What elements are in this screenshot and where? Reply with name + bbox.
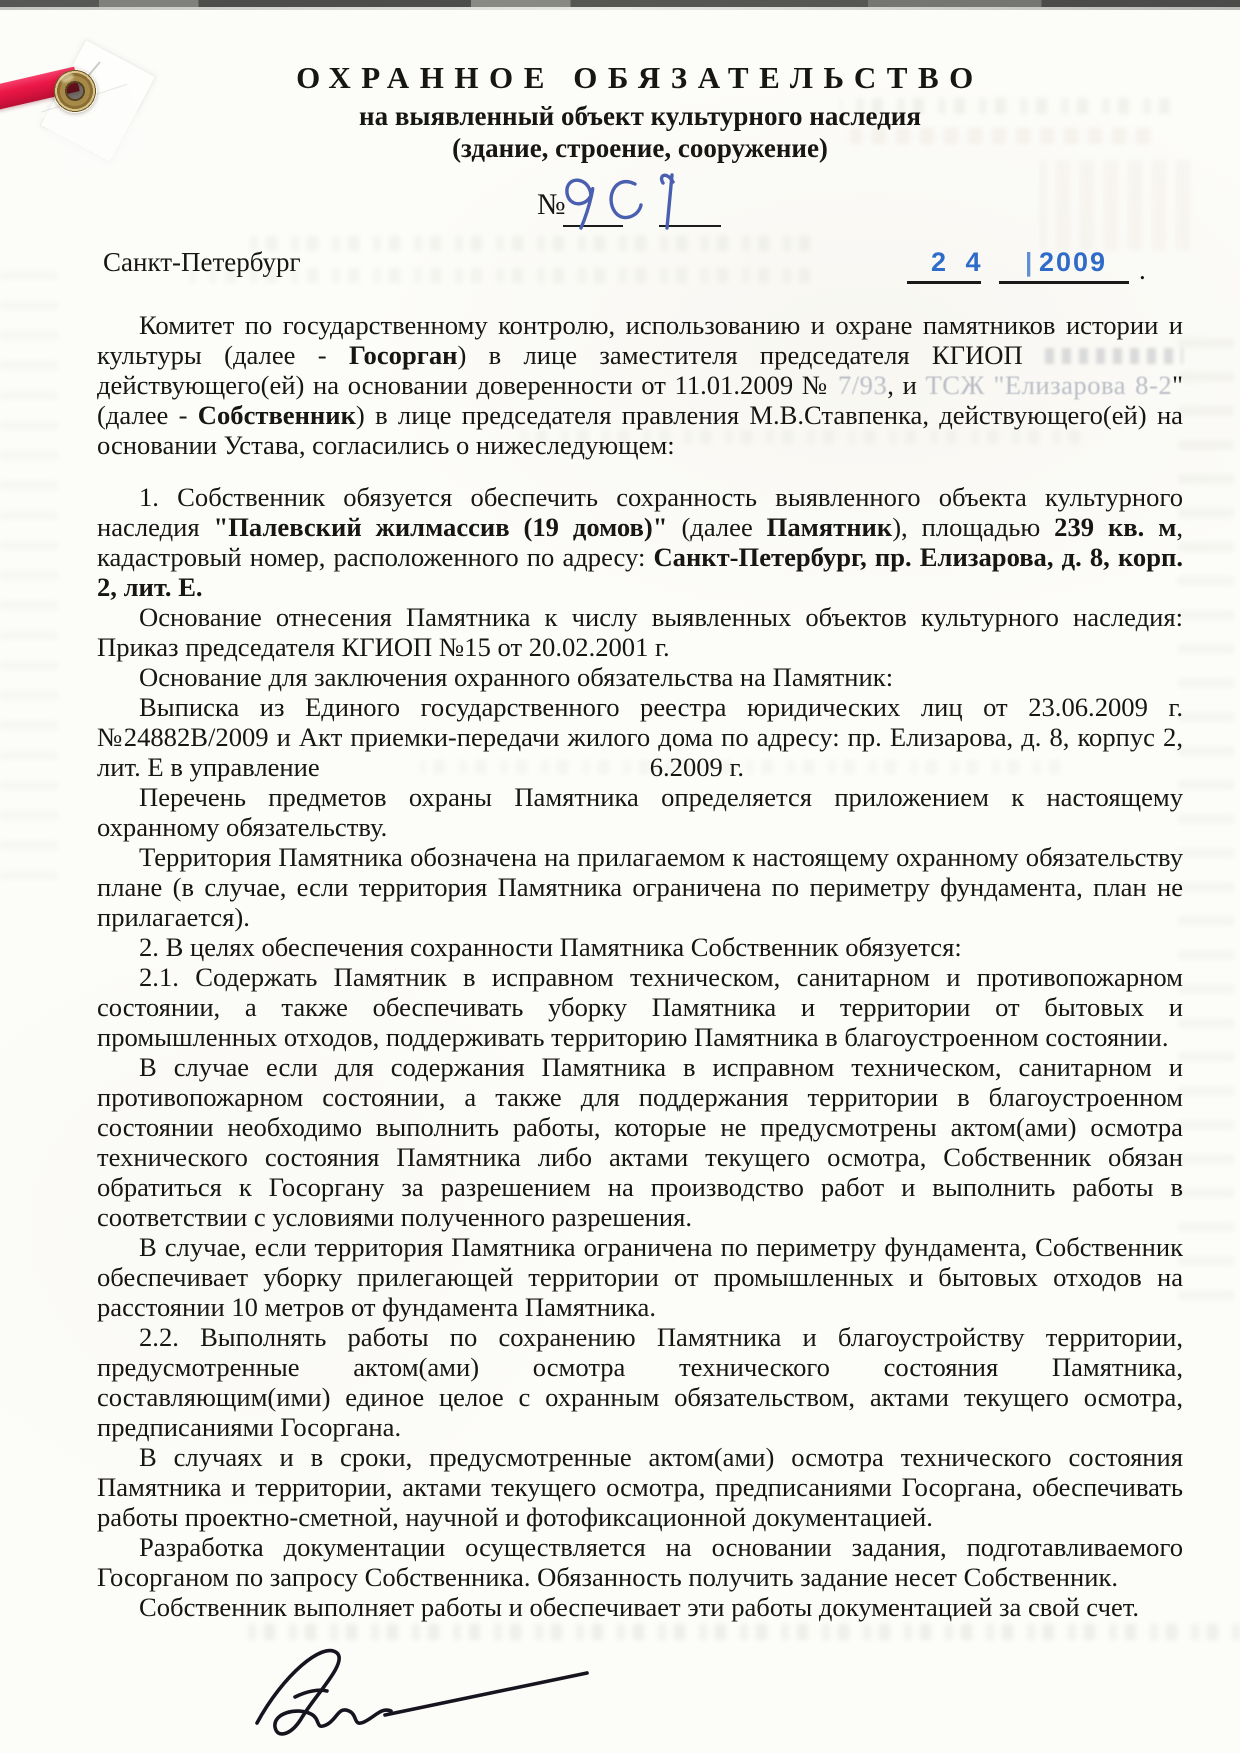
document-body xyxy=(97,310,1183,1622)
bleedthrough-artifact xyxy=(1178,320,1234,1300)
clause-2-2-docs: В случаях и в сроки, предусмотренные актом(ами) осмотра технического состояния Памятника и территории, актами текущего осмотра, предписаниями Госоргана, обеспечивать работы проектно-сметной, научной и фотофиксационной документацией. xyxy=(97,1442,1183,1532)
clause-1: 1. Собственник обязуется обеспечить сохранность выявленного объекта культурного наследия "Палевский жилмассив (19 домов)" (далее Памятник), площадью 239 кв. м, кадастровый номер, расположенного по адресу: Санкт-Петербург, пр. Елизарова, д. 8, корп. 2, лит. Е. xyxy=(97,482,1183,602)
clause-2-2: 2.2. Выполнять работы по сохранению Памятника и благоустройству территории, предусмотренные актом(ами) осмотра технического состояния Памятника, составляющим(ими) единое целое с охранным обязательством, актами текущего осмотра, предписаниями Госоргана. xyxy=(97,1322,1183,1442)
signature-scribble xyxy=(235,1645,615,1740)
number-sign-label: № xyxy=(537,188,566,221)
handwritten-number xyxy=(555,162,735,234)
date-blank-line xyxy=(999,281,1129,284)
clause-2-1-perimeter: В случае, если территория Памятника ограничена по периметру фундамента, Собственник обеспечивает уборку прилегающей территории от промышленных и бытовых отходов на расстоянии 10 метров от фундамента Памятника. xyxy=(97,1232,1183,1322)
city-date-row xyxy=(97,245,1183,291)
date-blank-line xyxy=(907,281,981,284)
territory-plan: Территория Памятника обозначена на прилагаемом к настоящему охранному обязательству плане (в случае, если территория Памятника ограничена по периметру фундамента, план не прилагается). xyxy=(97,842,1183,932)
document-number-row xyxy=(97,170,1183,240)
clause-2-1: 2.1. Содержать Памятник в исправном техническом, санитарном и противопожарном состоянии, а также обеспечивать уборку Памятника и территории от бытовых и промышленных отходов, поддерживать территорию Памятника в благоустроенном состоянии. xyxy=(97,962,1183,1052)
protection-items: Перечень предметов охраны Памятника определяется приложением к настоящему охранному обязательству. xyxy=(97,782,1183,842)
clause-2: 2. В целях обеспечения сохранности Памятника Собственник обязуется: xyxy=(139,932,962,962)
date-trailing-period: . xyxy=(1139,255,1146,285)
intro-paragraph: Комитет по государственному контролю, использованию и охране памятников истории и культуры (далее - Госорган) в лице заместителя председателя КГИОП действующего(ей) на основании доверенности от 11.01.2009 № 7/93, и ТСЖ "Елизарова 8-2" (далее - Собственник) в лице председателя правления М.В.Ставпенка, действующего(ей) на основании Устава, согласились о нижеследующем: xyxy=(97,310,1183,460)
owner-expense: Собственник выполняет работы и обеспечивает эти работы документацией за свой счет. xyxy=(139,1592,1140,1622)
document-subtitle-1: на выявленный объект культурного наследия xyxy=(359,101,921,131)
document-content xyxy=(97,0,1183,1753)
brass-grommet xyxy=(53,69,97,113)
erased-text-smudge xyxy=(1045,348,1183,364)
erased-gap xyxy=(320,775,650,776)
clause-2-1-works: В случае если для содержания Памятника в исправном техническом, санитарном и противопожарном состоянии, а также для поддержания территории в благоустроенном состоянии необходимо выполнить работы, которые не предусмотрены актом(ами) осмотра технического состояния Памятника либо актами текущего осмотра, Собственник обязан обратиться к Госоргану за разрешением на производство работ и выполнить работы в соответствии с условиями полученного разрешения. xyxy=(97,1052,1183,1232)
basis-designation: Основание отнесения Памятника к числу выявленных объектов культурного наследия: Приказ председателя КГИОП №15 от 20.02.2001 г. xyxy=(97,602,1183,662)
bleedthrough-artifact xyxy=(0,260,58,880)
document-subtitle-2: (здание, строение, сооружение) xyxy=(452,133,828,163)
stamp-day: 2 4 xyxy=(931,247,987,277)
stamp-separator: | xyxy=(1025,247,1033,277)
documentation-development: Разработка документации осуществляется на основании задания, подготавливаемого Госорганом по запросу Собственника. Обязанность получить задание несет Собственник. xyxy=(97,1532,1183,1592)
document-title: ОХРАННОЕ ОБЯЗАТЕЛЬСТВО xyxy=(296,60,984,95)
stamp-year: 2009 xyxy=(1039,247,1108,277)
extract-paragraph: Выписка из Единого государственного реестра юридических лиц от 23.06.2009 г. №24882В/2009 и Акт приемки-передачи жилого дома по адресу: пр. Елизарова, д. 8, корпус 2, лит. Е в управление 6.2009 г. xyxy=(97,692,1183,782)
city-label: Санкт-Петербург xyxy=(103,247,301,277)
basis-conclusion: Основание для заключения охранного обязательства на Памятник: xyxy=(139,662,894,692)
